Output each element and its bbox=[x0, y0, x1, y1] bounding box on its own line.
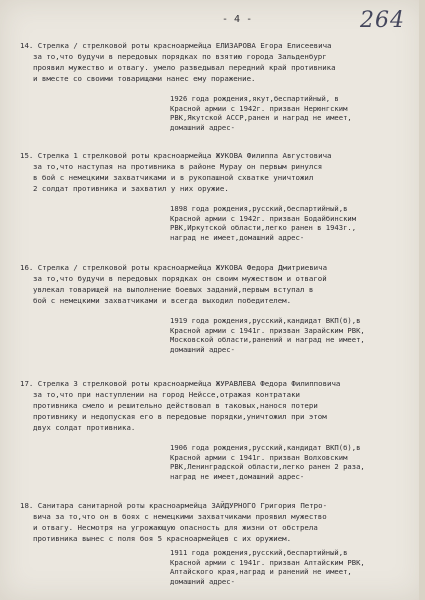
entry-biography bbox=[20, 94, 408, 132]
citation-line: за то,что будучи в передовых порядках он своим мужеством и отвагой bbox=[33, 274, 327, 283]
bio-line: наград не имеет,домашний адрес- bbox=[170, 232, 305, 242]
entry-citation bbox=[20, 262, 408, 306]
bio-line: 1911 года рождения,русский,беспартийный,в bbox=[170, 548, 348, 557]
citation-line: 16. Стрелка / стрелковой роты красноармейца ЖУКОВА Федора Дмитриевича bbox=[20, 263, 328, 272]
bio-line: Красной армии с 1942г. призван Нерюнгским bbox=[170, 103, 348, 113]
bio-line: домашний адрес- bbox=[170, 122, 235, 132]
award-entry-17 bbox=[20, 378, 408, 481]
bio-line: РВК,Иркутской области,легко ранен в 1943г., bbox=[170, 223, 357, 233]
award-entry-18 bbox=[20, 500, 408, 586]
bio-line: 1926 года рождения,якут,беспартийный, в bbox=[170, 94, 339, 103]
citation-line: в бой с немецкими захватчиками и в рукопашной схватке уничтожил bbox=[33, 173, 314, 182]
citation-line: 14. Стрелка / стрелковой роты красноармейца ЕЛИЗАРОВА Егора Елисеевича bbox=[20, 41, 332, 50]
entry-citation bbox=[20, 500, 408, 544]
bio-line: Красной армии с 1941г. призван Зарайским РВК, bbox=[170, 325, 365, 335]
bio-line: Красной армии с 1941г. призван Волховским bbox=[170, 452, 348, 462]
citation-line: вича за то,что он в боях с немецкими захватчиками проявил мужество bbox=[33, 512, 327, 521]
citation-line: противнику и недопуская его в передовые порядки,уничтожил при этом bbox=[33, 412, 327, 421]
award-entry-16 bbox=[20, 262, 408, 354]
entry-biography bbox=[20, 204, 408, 242]
citation-line: за то,что наступая на противника в районе Мурау он первым ринулся bbox=[33, 162, 323, 171]
bio-line: домашний адрес- bbox=[170, 576, 235, 586]
citation-line: двух солдат противника. bbox=[33, 423, 136, 432]
entry-citation bbox=[20, 150, 408, 194]
entry-citation bbox=[20, 378, 408, 433]
citation-line: бой с немецкими захватчиками и всегда выходил победителем. bbox=[33, 296, 292, 305]
citation-line: за то,что будучи в передовых порядках по взятию города Зальденбург bbox=[33, 52, 327, 61]
citation-line: 17. Стрелка 3 стрелковой роты красноармейца ЖУРАВЛЕВА Федора Филипповича bbox=[20, 379, 341, 388]
citation-line: противника смело и решительно действовал в таковых,нанося потери bbox=[33, 401, 318, 410]
citation-line: 15. Стрелка 1 стрелковой роты красноармейца ЖУКОВА Филиппа Августовича bbox=[20, 151, 332, 160]
citation-line: 18. Санитара санитарной роты красноармейца ЗАЙДУРНОГО Григория Петро- bbox=[20, 501, 328, 510]
handwritten-page-number: 264 bbox=[360, 8, 405, 33]
bio-line: РВК,Якутской АССР,ранен и наград не имеет, bbox=[170, 113, 352, 123]
bio-line: Красной армии с 1942г. призван Бодайбинским bbox=[170, 213, 357, 223]
bio-line: 1898 года рождения,русский,беспартийный,в bbox=[170, 204, 348, 213]
bio-line: домашний адрес- bbox=[170, 344, 235, 354]
bio-line: Красной армии с 1941г. призван Алтайским РВК, bbox=[170, 557, 365, 567]
entry-biography bbox=[20, 316, 408, 354]
bio-line: РВК,Ленинградской области,легко ранен 2 раза, bbox=[170, 462, 365, 472]
citation-line: увлекал товарищей на выполнение боевых заданий,первым вступал в bbox=[33, 285, 314, 294]
award-entry-14 bbox=[20, 40, 408, 132]
citation-line: противника вынес с поля боя 5 красноармейцев с их оружием. bbox=[33, 534, 292, 543]
award-entry-15 bbox=[20, 150, 408, 242]
bio-line: 1906 года рождения,русский,кандидат ВКП(б),в bbox=[170, 443, 361, 452]
bio-line: Московской области,ранений и наград не имеет, bbox=[170, 335, 365, 345]
entry-citation bbox=[20, 40, 408, 84]
bio-line: Алтайского края,наград и ранений не имеет, bbox=[170, 567, 352, 577]
entry-biography bbox=[20, 443, 408, 481]
page-edge bbox=[419, 0, 425, 600]
citation-line: и вместе со своими товарищами нанес ему поражение. bbox=[33, 74, 256, 83]
entry-biography bbox=[20, 548, 408, 586]
page-number: - 4 - bbox=[222, 14, 253, 25]
bio-line: наград не имеет,домашний адрес- bbox=[170, 471, 305, 481]
citation-line: проявил мужество и отвагу. умело разведывал передний край противника bbox=[33, 63, 336, 72]
citation-line: за то,что при наступлении на город Нейссе,отражая контратаки bbox=[33, 390, 300, 399]
citation-line: 2 солдат противника и захватил у них оружие. bbox=[33, 184, 229, 193]
citation-line: и отвагу. Несмотря на угрожающую опасность для жизни от обстрела bbox=[33, 523, 318, 532]
bio-line: 1919 года рождения,русский,кандидат ВКП(б),в bbox=[170, 316, 361, 325]
